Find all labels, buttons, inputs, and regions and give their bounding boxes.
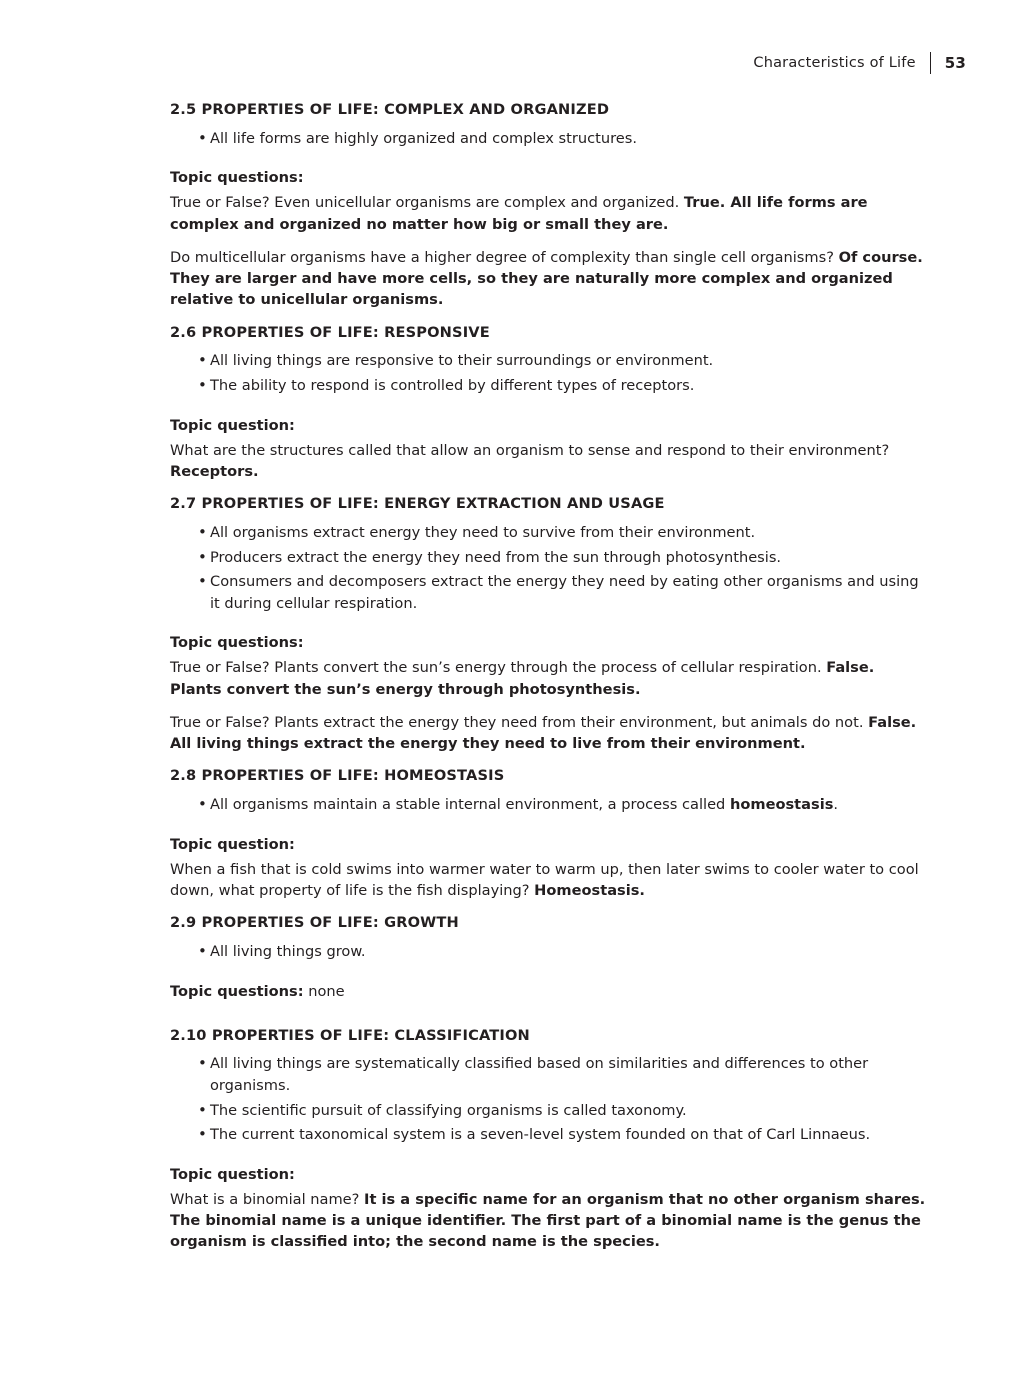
- question-text: When a fish that is cold swims into warmer water to warm up, then later swims to cooler water to cool down, what property of life is the fish displaying?: [170, 860, 919, 900]
- qa-pair: [170, 712, 930, 755]
- section-heading-2-8: 2.8 PROPERTIES OF LIFE: HOMEOSTASIS: [170, 767, 505, 785]
- qa-pair: [170, 1189, 930, 1253]
- list-item: • All living things are systematically classified based on similarities and differences to other organisms.: [170, 1053, 930, 1096]
- list-item: • Producers extract the energy they need from the sun through photosynthesis.: [170, 547, 930, 569]
- running-head-title: Characteristics of Life: [753, 55, 916, 71]
- qa-pair: [170, 657, 930, 700]
- bullet-list-2-5: [170, 128, 930, 150]
- topic-questions-label-2-9: [170, 983, 930, 1000]
- qa-pair: [170, 192, 930, 235]
- topic-question-label-2-8: Topic question:: [170, 835, 295, 853]
- qa-pair: [170, 859, 930, 902]
- topic-questions-value: none: [303, 982, 345, 1000]
- list-item-tail: .: [833, 796, 839, 814]
- question-text: True or False? Even unicellular organisms are complex and organized.: [170, 194, 684, 212]
- list-item: • The current taxonomical system is a seven-level system founded on that of Carl Linnaeus.: [170, 1124, 930, 1146]
- question-text: True or False? Plants convert the sun’s energy through the process of cellular respiration.: [170, 659, 827, 677]
- list-item: • All life forms are highly organized and complex structures.: [170, 128, 930, 150]
- topic-questions-label-2-7: Topic questions:: [170, 634, 304, 652]
- running-head-divider: [930, 52, 931, 74]
- list-item: • The ability to respond is controlled by different types of receptors.: [170, 375, 930, 397]
- bullet-list-2-6: [170, 350, 930, 396]
- running-head: [753, 52, 966, 74]
- section-heading-2-5: 2.5 PROPERTIES OF LIFE: COMPLEX AND ORGANIZED: [170, 101, 610, 118]
- list-item: • All living things grow.: [170, 941, 930, 963]
- list-item: [170, 794, 930, 816]
- answer-text: Homeostasis.: [534, 882, 645, 900]
- question-text: True or False? Plants extract the energy they need from their environment, but animals do not.: [170, 713, 869, 731]
- answer-text: Of course. They are larger and have more cells, so they are naturally more complex and organized relative to unicellular organisms.: [170, 248, 923, 309]
- answer-text: It is a specific name for an organism that no other organism shares. The binomial name is a unique identifier. The first part of a binomial name is the genus the organism is classified into; the second name is the species.: [170, 1190, 926, 1251]
- bullet-list-2-7: [170, 522, 930, 614]
- question-text: What are the structures called that allow an organism to sense and respond to their environment?: [170, 441, 890, 459]
- page-content: [170, 100, 930, 1265]
- section-heading-2-6: 2.6 PROPERTIES OF LIFE: RESPONSIVE: [170, 323, 490, 341]
- list-item: • All living things are responsive to their surroundings or environment.: [170, 350, 930, 372]
- topic-question-label-2-10: Topic question:: [170, 1165, 295, 1183]
- topic-questions-label-2-5: Topic questions:: [170, 169, 304, 187]
- topic-questions-label-text: Topic questions:: [170, 982, 304, 1000]
- bullet-list-2-9: [170, 941, 930, 963]
- list-item: • All organisms extract energy they need to survive from their environment.: [170, 522, 930, 544]
- question-text: What is a binomial name?: [170, 1190, 365, 1208]
- list-item-emphasis: homeostasis: [729, 796, 834, 814]
- section-heading-2-10: 2.10 PROPERTIES OF LIFE: CLASSIFICATION: [170, 1026, 530, 1044]
- question-text: Do multicellular organisms have a higher degree of complexity than single cell organisms?: [170, 248, 839, 266]
- list-item: • Consumers and decomposers extract the energy they need by eating other organisms and using it during cellular respiration.: [170, 571, 930, 614]
- answer-text: False. All living things extract the energy they need to live from their environment.: [170, 713, 917, 753]
- bullet-list-2-10: [170, 1053, 930, 1145]
- page-number: 53: [944, 54, 966, 72]
- bullet-list-2-8: [170, 794, 930, 816]
- answer-text: False. Plants convert the sun’s energy through photosynthesis.: [170, 659, 875, 698]
- section-heading-2-9: 2.9 PROPERTIES OF LIFE: GROWTH: [170, 914, 459, 932]
- section-heading-2-7: 2.7 PROPERTIES OF LIFE: ENERGY EXTRACTION AND USAGE: [170, 495, 665, 513]
- qa-pair: [170, 247, 930, 311]
- answer-text: Receptors.: [170, 462, 259, 480]
- list-item-text: All organisms maintain a stable internal environment, a process called: [210, 796, 730, 814]
- answer-text: True. All life forms are complex and organized no matter how big or small they are.: [170, 194, 868, 233]
- qa-pair: [170, 440, 930, 483]
- topic-question-label-2-6: Topic question:: [170, 416, 295, 434]
- list-item: • The scientific pursuit of classifying organisms is called taxonomy.: [170, 1100, 930, 1122]
